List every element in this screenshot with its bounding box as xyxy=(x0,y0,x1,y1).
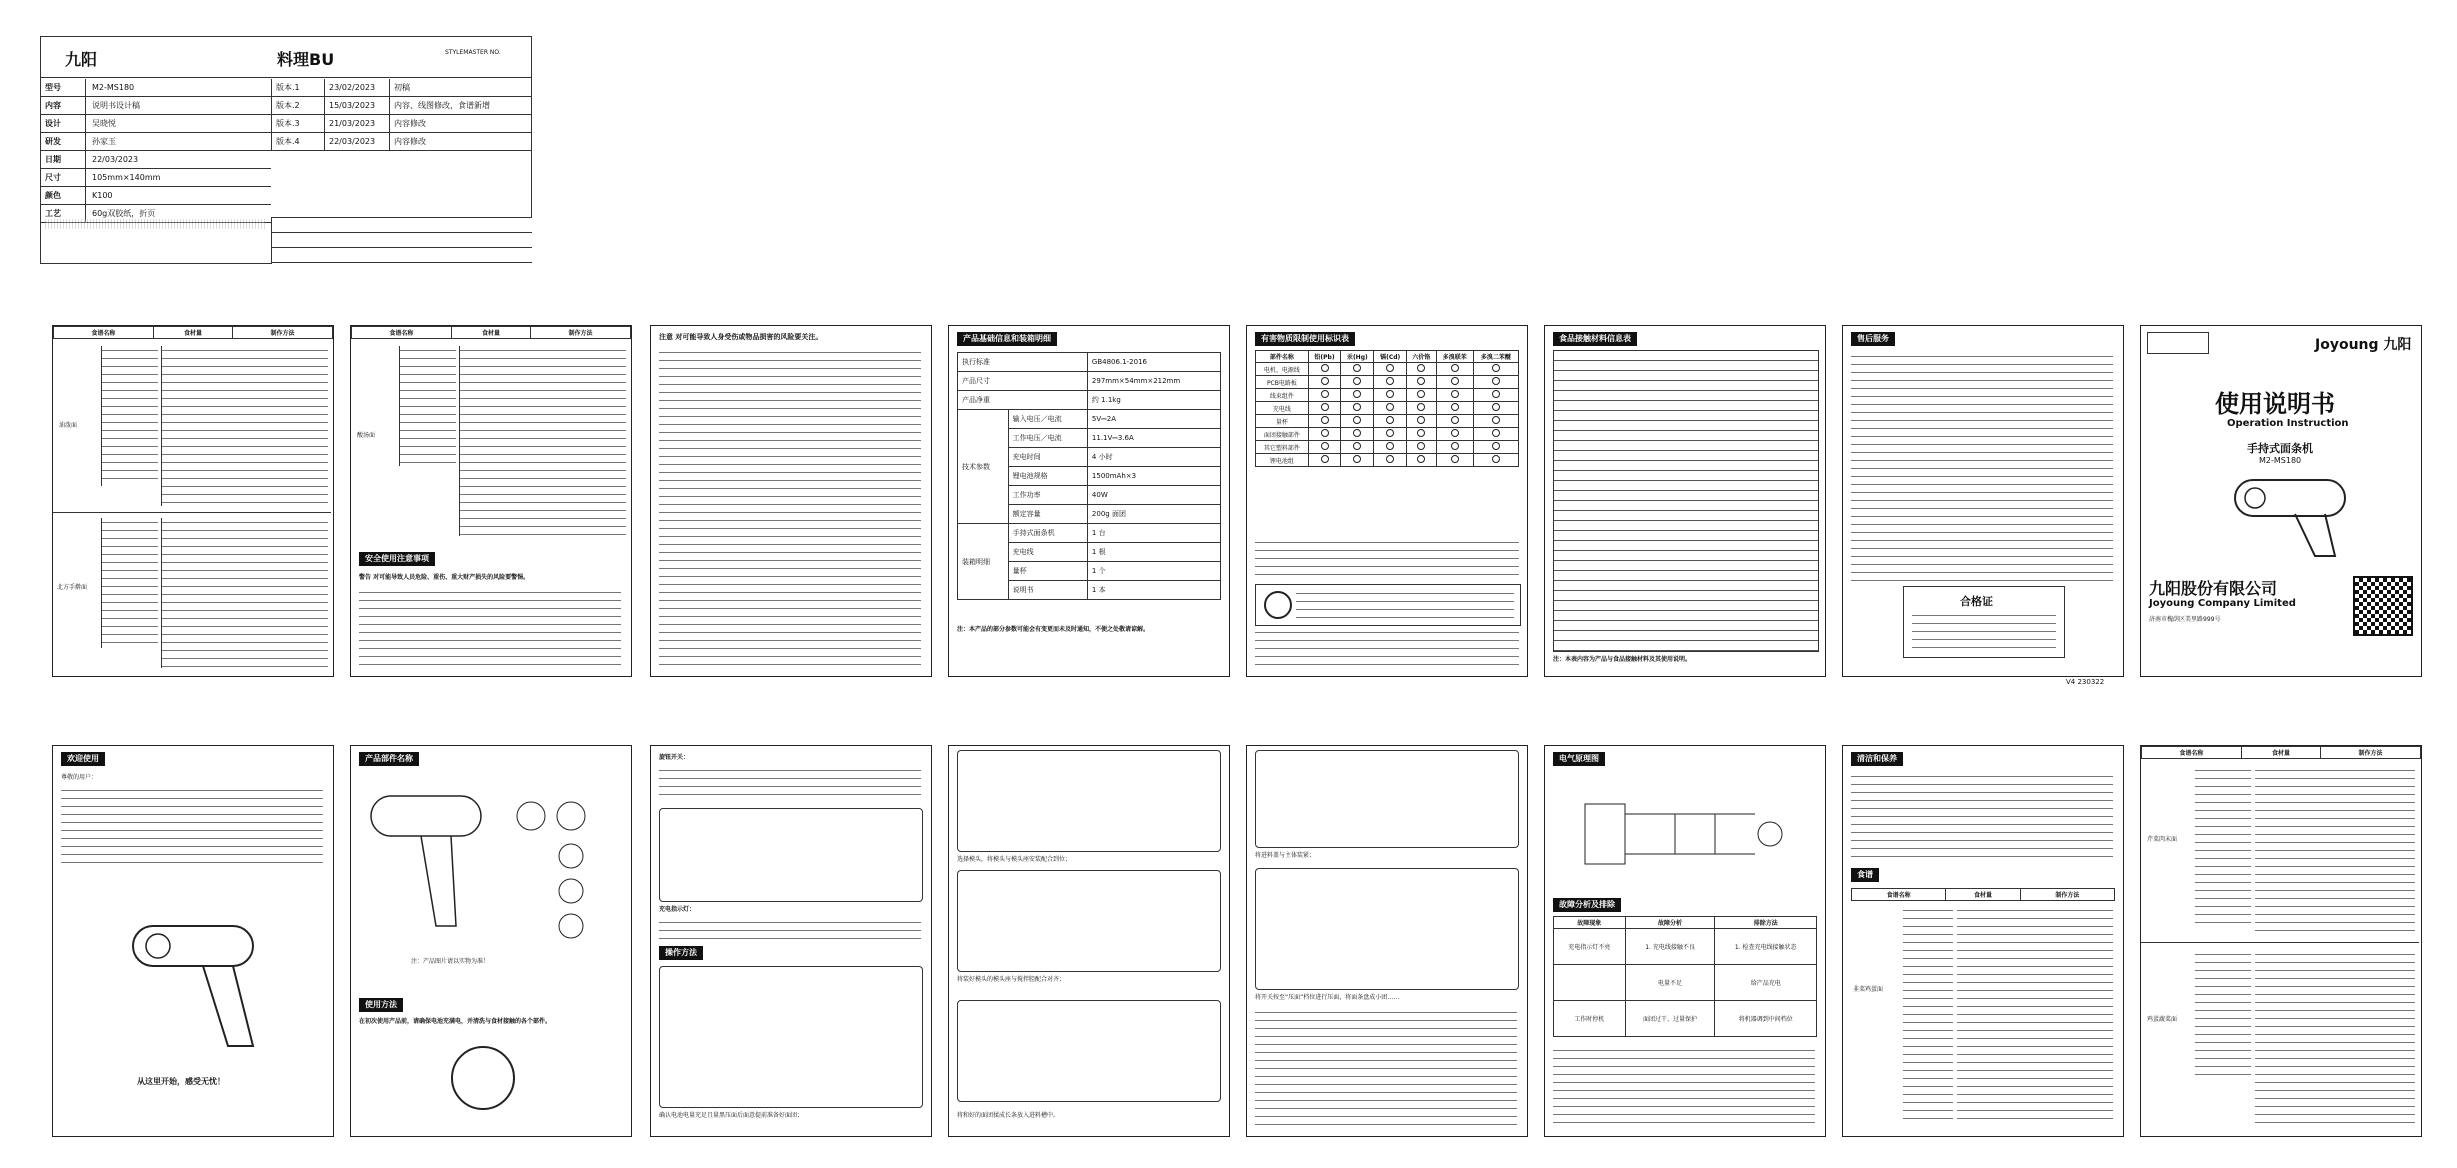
circuit-diagram xyxy=(1555,774,1815,894)
spec-row-label: 工艺 xyxy=(41,205,86,222)
recipe-name-3: 酸汤面 xyxy=(357,432,376,439)
version-date: 21/03/2023 xyxy=(325,115,390,132)
spec-row-value: 105mm×140mm xyxy=(92,173,161,182)
usage-title: 使用方法 xyxy=(359,998,403,1012)
spec-value: 11.1V⎓3.6A xyxy=(1087,429,1220,448)
spec-row xyxy=(41,187,271,205)
hazard-header: 多溴联苯 xyxy=(1436,351,1473,363)
hazard-mark xyxy=(1406,402,1436,415)
version-rows xyxy=(271,79,532,151)
step-text-2: 将装好模头的模头座与搅拌腔配合对齐； xyxy=(957,976,1066,983)
hazard-title: 有害物质限制使用标识表 xyxy=(1255,332,1355,346)
hazard-mark xyxy=(1436,376,1473,389)
operation-title: 操作方法 xyxy=(659,946,703,960)
cover-title-en: Operation Instruction xyxy=(2227,418,2349,429)
recipe-h1: 食谱名称 xyxy=(54,327,154,339)
trouble-symptom xyxy=(1554,965,1626,1001)
recipe-c-h3: 制作方法 xyxy=(2020,889,2114,901)
standard-box xyxy=(2147,332,2209,354)
recycle-icon xyxy=(1264,591,1292,619)
spec-value: 1 台 xyxy=(1087,524,1220,543)
hazard-mark xyxy=(1374,363,1406,376)
spec-value: 1 根 xyxy=(1087,543,1220,562)
brand-logo: Joyoung 九阳 xyxy=(2315,337,2412,353)
recipe-panel-c xyxy=(2140,745,2422,1137)
spec-group-pack: 装箱明细 xyxy=(958,524,1009,600)
safety-panel xyxy=(650,325,932,677)
fine-print xyxy=(45,219,265,229)
hazard-row xyxy=(1256,428,1519,441)
step-text-6: 将开关按至“压面”档位进行压面，将面条盘成小团…… xyxy=(1255,994,1400,1001)
hazard-mark xyxy=(1308,454,1340,467)
step-text-3: 确认电池电量充足且量黑压面后面意提前准备好面团； xyxy=(659,1112,804,1119)
version-date: 15/03/2023 xyxy=(325,97,390,114)
steps-panel-b xyxy=(1246,745,1528,1137)
spec-rows xyxy=(41,79,271,223)
trouble-title: 故障分析及排除 xyxy=(1553,898,1621,912)
spec-row-label: 研发 xyxy=(41,133,86,150)
charge-title: 充电指示灯： xyxy=(659,906,696,913)
hazard-header: 汞(Hg) xyxy=(1341,351,1374,363)
team-name: 料理BU xyxy=(277,50,335,69)
spec-row-label: 内容 xyxy=(41,97,86,114)
spec-key: 充电线 xyxy=(1008,543,1087,562)
spec-row-label: 设计 xyxy=(41,115,86,132)
hazard-mark xyxy=(1374,441,1406,454)
spec-row-label: 型号 xyxy=(41,79,86,96)
spec-key: 输入电压／电流 xyxy=(1008,410,1087,429)
version-label: 版本.3 xyxy=(272,115,325,132)
trouble-header: 故障现象 xyxy=(1554,917,1626,929)
food-note: 注：本表内容为产品与食品接触材料及其使用说明。 xyxy=(1553,656,1692,663)
spec-row xyxy=(41,79,271,97)
version-row xyxy=(272,115,532,133)
spec-row-label: 颜色 xyxy=(41,187,86,204)
stylemaster-label: STYLEMASTER NO. xyxy=(445,49,501,56)
hazard-mark xyxy=(1341,454,1374,467)
company-address: 济南市槐荫区美里路999号 xyxy=(2149,616,2221,623)
spec-value: 200g 面团 xyxy=(1087,505,1220,524)
hazard-mark xyxy=(1473,428,1518,441)
hazard-mark xyxy=(1473,376,1518,389)
step-text-5: 将进料盖与主体装紧； xyxy=(1255,852,1316,859)
spec-panel xyxy=(948,325,1230,677)
spec-group-tech: 技术参数 xyxy=(958,410,1009,524)
hazard-mark xyxy=(1473,402,1518,415)
hazard-mark xyxy=(1473,441,1518,454)
hazard-mark xyxy=(1308,415,1340,428)
spec-value: 4 小时 xyxy=(1087,448,1220,467)
recipe-name-5: 芹菜肉末面 xyxy=(2147,836,2178,843)
after-sales-title: 售后服务 xyxy=(1851,332,1895,346)
spec-row-label: 尺寸 xyxy=(41,169,86,186)
welcome-slogan: 从这里开始，感受无忧！ xyxy=(137,1077,225,1086)
hazard-mark xyxy=(1473,415,1518,428)
hazard-part: 其它塑料部件 xyxy=(1256,441,1309,454)
hazard-header: 部件名称 xyxy=(1256,351,1309,363)
hazard-mark xyxy=(1406,363,1436,376)
warning-line: 警告 对可能导致人员危险、重伤、重大财产损失的风险要警惕。 xyxy=(359,574,530,581)
recipe-title: 食谱 xyxy=(1851,868,1879,882)
hazard-row xyxy=(1256,402,1519,415)
hazard-row xyxy=(1256,415,1519,428)
spec-sheet xyxy=(40,36,532,264)
hazard-mark xyxy=(1374,415,1406,428)
hazard-mark xyxy=(1473,454,1518,467)
switch-title: 旋钮开关： xyxy=(659,754,690,761)
hazard-mark xyxy=(1374,454,1406,467)
parts-title: 产品部件名称 xyxy=(359,752,419,766)
hazard-mark xyxy=(1436,415,1473,428)
spec-key: 产品净重 xyxy=(958,391,1088,410)
spec-key: 充电时间 xyxy=(1008,448,1087,467)
hazard-mark xyxy=(1308,376,1340,389)
trouble-fix: 1. 检查充电线接触状态 xyxy=(1715,929,1817,965)
hazard-header: 六价铬 xyxy=(1406,351,1436,363)
spec-value: GB4806.1-2016 xyxy=(1087,353,1220,372)
recipe-b-h3: 制作方法 xyxy=(531,327,631,339)
hazard-mark xyxy=(1406,389,1436,402)
version-date: 22/03/2023 xyxy=(325,133,390,150)
spec-table-row xyxy=(958,372,1221,391)
spec-key: 量杯 xyxy=(1008,562,1087,581)
parts-panel xyxy=(350,745,632,1137)
trouble-header: 故障分析 xyxy=(1625,917,1715,929)
hazard-mark xyxy=(1341,363,1374,376)
hazard-part: 线束组件 xyxy=(1256,389,1309,402)
model-name: M2-MS180 xyxy=(2259,456,2302,465)
company-name-en: Joyoung Company Limited xyxy=(2149,598,2296,609)
recipe-name-1: 油泼面 xyxy=(59,422,78,429)
version-note: 内容、线图修改，食谱新增 xyxy=(394,101,490,110)
spec-row xyxy=(41,97,271,115)
recipe-name-6: 鸡蛋蔬菜面 xyxy=(2147,1016,2178,1023)
spec-row-value: M2-MS180 xyxy=(92,83,135,92)
recipe-b-h1: 食谱名称 xyxy=(352,327,452,339)
safety-title: 注意 对可能导致人身受伤或物品损害的风险要关注。 xyxy=(659,333,823,341)
circuit-panel xyxy=(1544,745,1826,1137)
hazard-header: 镉(Cd) xyxy=(1374,351,1406,363)
recipe-d-h2: 食材量 xyxy=(2241,747,2320,759)
cleaning-title: 清洁和保养 xyxy=(1851,752,1903,766)
spec-table-row xyxy=(958,410,1221,429)
cover-panel xyxy=(2140,325,2422,677)
spec-row-value: 60g双胶纸，折页 xyxy=(92,209,156,218)
spec-value: 1 个 xyxy=(1087,562,1220,581)
hazard-part: 量杯 xyxy=(1256,415,1309,428)
hazard-mark xyxy=(1308,441,1340,454)
step-text-4: 将和好的面团揉成长条放入进料槽中。 xyxy=(957,1112,1060,1119)
hazard-mark xyxy=(1406,415,1436,428)
version-note: 内容修改 xyxy=(394,137,426,146)
welcome-panel xyxy=(52,745,334,1137)
spec-value: 297mm×54mm×212mm xyxy=(1087,372,1220,391)
safety-notes-title: 安全使用注意事项 xyxy=(359,552,435,566)
spec-table-row xyxy=(958,524,1221,543)
spec-row xyxy=(41,151,271,169)
recipe-panel-a xyxy=(52,325,334,677)
version-label: 版本.4 xyxy=(272,133,325,150)
spec-key: 产品尺寸 xyxy=(958,372,1088,391)
hazard-header: 铅(Pb) xyxy=(1308,351,1340,363)
cover-title: 使用说明书 xyxy=(2215,390,2335,418)
hazard-mark xyxy=(1308,389,1340,402)
version-date: 23/02/2023 xyxy=(325,79,390,96)
trouble-fix: 将机器调到中间档位 xyxy=(1715,1001,1817,1037)
hazard-mark xyxy=(1436,389,1473,402)
spec-note: 注：本产品的部分参数可能会有变更而未及时通知，不便之处敬请谅解。 xyxy=(957,626,1150,633)
hazard-mark xyxy=(1436,363,1473,376)
cert-title: 合格证 xyxy=(1960,595,1993,608)
recipe-name-2: 北方手擀面 xyxy=(57,584,88,591)
recipe-h3: 制作方法 xyxy=(233,327,333,339)
operation-panel xyxy=(650,745,932,1137)
version-note: 初稿 xyxy=(394,83,410,92)
usage-text: 在初次使用产品前，请确保电池充满电，并清洗与食材接触的各个部件。 xyxy=(359,1018,552,1025)
brand-name: 九阳 xyxy=(65,50,98,69)
spec-row-value: 说明书设计稿 xyxy=(92,101,140,110)
recipe-h2: 食材量 xyxy=(153,327,232,339)
hazard-part: 电机、电源线 xyxy=(1256,363,1309,376)
hazard-row xyxy=(1256,441,1519,454)
spec-row-value: K100 xyxy=(92,191,113,200)
hazard-mark xyxy=(1436,441,1473,454)
spec-key: 说明书 xyxy=(1008,581,1087,600)
recipe-name-4: 韭菜鸡蛋面 xyxy=(1853,986,1884,993)
food-contact-title: 食品接触材料信息表 xyxy=(1553,332,1637,346)
trouble-header: 排除方法 xyxy=(1715,917,1817,929)
hazard-mark xyxy=(1308,428,1340,441)
spec-value: 1 本 xyxy=(1087,581,1220,600)
hazard-mark xyxy=(1341,402,1374,415)
spec-value: 约 1.1kg xyxy=(1087,391,1220,410)
spec-key: 工作电压／电流 xyxy=(1008,429,1087,448)
spec-key: 执行标准 xyxy=(958,353,1088,372)
dial-icon xyxy=(451,1046,515,1110)
recipe-c-h1: 食谱名称 xyxy=(1852,889,1946,901)
hazard-row xyxy=(1256,454,1519,467)
welcome-greeting: 尊敬的用户： xyxy=(61,774,98,781)
hazard-mark xyxy=(1341,441,1374,454)
product-illustration xyxy=(2225,470,2365,560)
trouble-fix: 给产品充电 xyxy=(1715,965,1817,1001)
hazard-part: PCB电路板 xyxy=(1256,376,1309,389)
hazard-mark xyxy=(1374,389,1406,402)
parts-note: 注：产品图片请以实物为准！ xyxy=(411,958,490,965)
trouble-cause: 面团过干、过量保护 xyxy=(1625,1001,1715,1037)
product-photo xyxy=(113,896,273,1056)
recipe-c-h2: 食材量 xyxy=(1946,889,2021,901)
version-row xyxy=(272,97,532,115)
company-name: 九阳股份有限公司 xyxy=(2149,579,2278,598)
spec-row xyxy=(41,133,271,151)
trouble-row xyxy=(1554,929,1817,965)
hazard-part: 面团接触部件 xyxy=(1256,428,1309,441)
recipe-panel-b xyxy=(350,325,632,677)
hazard-panel xyxy=(1246,325,1528,677)
hazard-mark xyxy=(1436,402,1473,415)
hazard-mark xyxy=(1308,402,1340,415)
trouble-symptom: 工作时停机 xyxy=(1554,1001,1626,1037)
spec-key: 锂电池规格 xyxy=(1008,467,1087,486)
step-text-1: 选择模头，将模头与模头座安装配合到位； xyxy=(957,856,1072,863)
trouble-row xyxy=(1554,965,1817,1001)
version-note: 内容修改 xyxy=(394,119,426,128)
food-contact-panel xyxy=(1544,325,1826,677)
spec-row xyxy=(41,115,271,133)
hazard-mark xyxy=(1308,363,1340,376)
recipe-d-h3: 制作方法 xyxy=(2321,747,2421,759)
hazard-mark xyxy=(1374,402,1406,415)
hazard-part: 充电线 xyxy=(1256,402,1309,415)
spec-row xyxy=(41,169,271,187)
after-sales-panel xyxy=(1842,325,2124,677)
spec-value: 1500mAh×3 xyxy=(1087,467,1220,486)
version-tag: V4 230322 xyxy=(2066,678,2105,686)
spec-row-value: 吴晓悦 xyxy=(92,119,116,128)
hazard-row xyxy=(1256,376,1519,389)
version-row xyxy=(272,133,532,151)
trouble-row xyxy=(1554,1001,1817,1037)
version-row xyxy=(272,79,532,97)
spec-row-value: 22/03/2023 xyxy=(92,155,139,164)
trouble-symptom: 充电指示灯不亮 xyxy=(1554,929,1626,965)
basic-info-title: 产品基础信息和装箱明细 xyxy=(957,332,1057,346)
hazard-mark xyxy=(1341,415,1374,428)
spec-key: 手持式面条机 xyxy=(1008,524,1087,543)
parts-diagram xyxy=(361,776,621,946)
hazard-mark xyxy=(1341,376,1374,389)
recipe-d-h1: 食谱名称 xyxy=(2142,747,2242,759)
version-label: 版本.1 xyxy=(272,79,325,96)
hazard-mark xyxy=(1374,376,1406,389)
hazard-mark xyxy=(1406,454,1436,467)
qr-code xyxy=(2353,576,2413,636)
trouble-cause: 1. 充电线接触不良 xyxy=(1625,929,1715,965)
hazard-header: 多溴二苯醚 xyxy=(1473,351,1518,363)
hazard-mark xyxy=(1374,428,1406,441)
hazard-row xyxy=(1256,389,1519,402)
trouble-cause: 电量不足 xyxy=(1625,965,1715,1001)
spec-key: 工作功率 xyxy=(1008,486,1087,505)
spec-table-row xyxy=(958,391,1221,410)
hazard-mark xyxy=(1406,428,1436,441)
spec-value: 40W xyxy=(1087,486,1220,505)
welcome-title: 欢迎使用 xyxy=(61,752,105,766)
hazard-mark xyxy=(1436,454,1473,467)
hazard-part: 锂电池组 xyxy=(1256,454,1309,467)
hazard-mark xyxy=(1406,441,1436,454)
certificate-box xyxy=(1903,586,2065,658)
spec-row-label: 日期 xyxy=(41,151,86,168)
spec-value: 5V⎓2A xyxy=(1087,410,1220,429)
cleaning-panel xyxy=(1842,745,2124,1137)
spec-table-row xyxy=(958,353,1221,372)
hazard-mark xyxy=(1341,428,1374,441)
version-label: 版本.2 xyxy=(272,97,325,114)
product-name: 手持式面条机 xyxy=(2247,442,2313,455)
hazard-row xyxy=(1256,363,1519,376)
recipe-b-h2: 食材量 xyxy=(451,327,530,339)
hazard-mark xyxy=(1473,389,1518,402)
circuit-title: 电气原理图 xyxy=(1553,752,1605,766)
hazard-mark xyxy=(1436,428,1473,441)
hazard-mark xyxy=(1341,389,1374,402)
spec-key: 额定容量 xyxy=(1008,505,1087,524)
steps-panel-a xyxy=(948,745,1230,1137)
hazard-mark xyxy=(1473,363,1518,376)
spec-row-value: 孙家玉 xyxy=(92,137,116,146)
hazard-mark xyxy=(1406,376,1436,389)
